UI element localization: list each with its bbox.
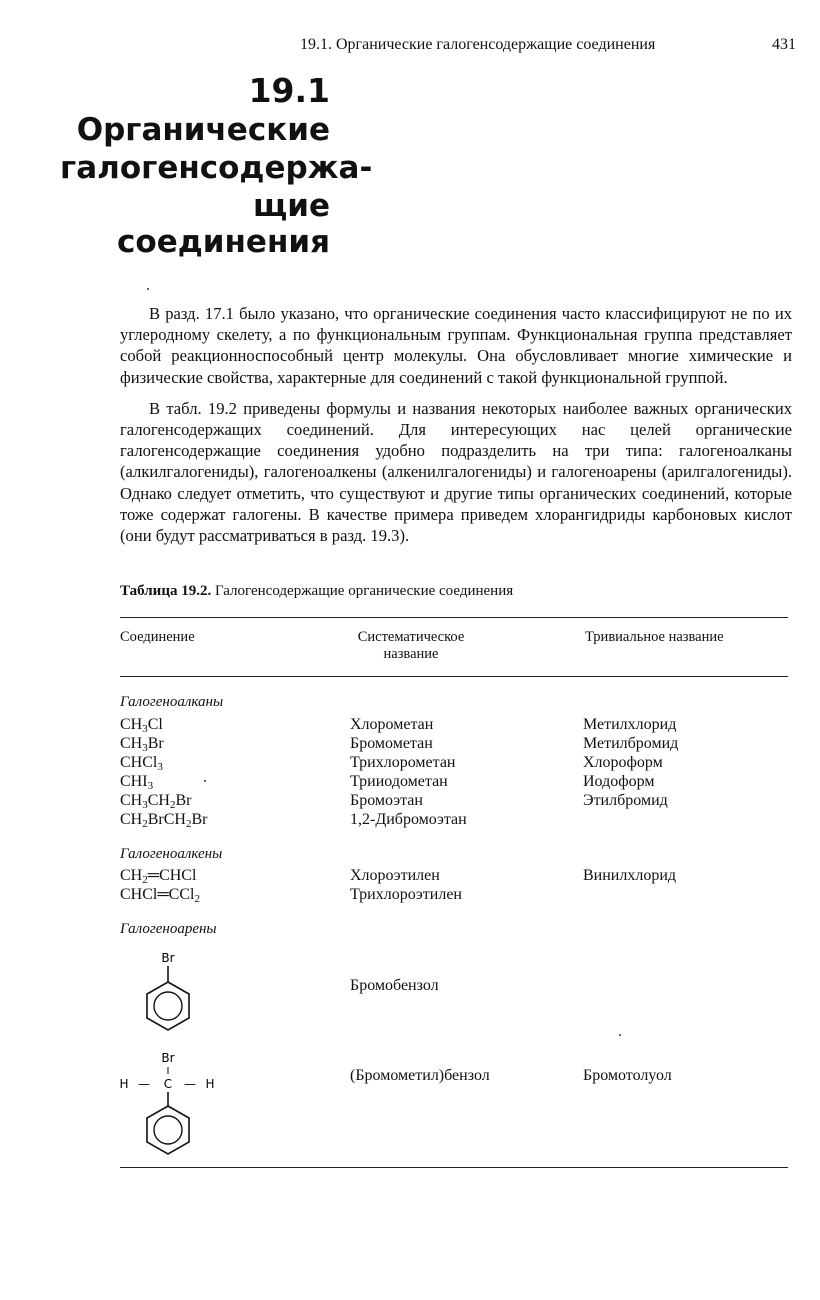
trivial-name: Винилхлорид [583, 867, 677, 884]
table-top-rule [120, 617, 788, 618]
formula-ch2brch2br: $CH_2BrCH_2Br$ [120, 811, 208, 830]
section-label-alkanes: Галогеноалканы [120, 694, 224, 710]
systematic-name: Хлороэтилен [350, 867, 440, 884]
table-caption-label: Таблица 19.2. [120, 583, 212, 599]
systematic-name: (Бромометил)бензол [350, 1067, 490, 1084]
systematic-name: Бромометан [350, 735, 433, 752]
header-trivial: Тривиальное название [585, 629, 724, 645]
bromobenzene-structure [112, 948, 212, 1043]
systematic-name: Хлорометан [350, 716, 434, 733]
print-speck [619, 1034, 621, 1036]
section-label-arenes: Галогеноарены [120, 921, 217, 937]
bromine-label: Br [161, 1051, 175, 1065]
chapter-title-line-2: галогенсодержа- [60, 150, 373, 186]
header-systematic-line-2: название [383, 646, 439, 662]
chapter-title-line-1: Органические [76, 112, 330, 148]
bromine-label: Br [161, 951, 175, 965]
chapter-number: 19.1 [248, 71, 330, 110]
trivial-name: Хлороформ [583, 754, 663, 771]
bromomethylbenzene-svg [112, 1050, 222, 1162]
formula-chcl3: CHCl$_3$ [120, 754, 163, 773]
formula-chclccl2: CHCl═CCl$_2$ [120, 886, 200, 905]
aromatic-circle [154, 1116, 182, 1144]
paragraph-1: В разд. 17.1 было указано, что органические соединения часто классифицируют не по их углеродному скелету, а по функциональным группам. Функциональная группа представляет собой реакционноспособный центр молекулы. Она обусловливает многие химические и физические свойства, характерные для соединений с такой функциональной группой. [120, 304, 792, 387]
header-compound: Соединение [120, 629, 195, 645]
running-head [300, 36, 796, 54]
carbon-label: C [163, 1077, 173, 1091]
chapter-title [60, 71, 373, 260]
aromatic-circle [154, 992, 182, 1020]
header-systematic-line-1: Систематическое [357, 629, 465, 645]
systematic-name: Трихлорометан [350, 754, 456, 771]
table-caption-text: Галогенсодержащие органические соединения [214, 583, 514, 599]
table-caption [120, 583, 792, 600]
trivial-name: Этилбромид [583, 792, 668, 809]
trivial-name: Метилбромид [583, 735, 679, 752]
formula-ch3ch2br: $CH_3CH_2Br$ [120, 792, 192, 811]
bond-left: — [138, 1077, 150, 1091]
formula-ch3cl: $CH_3Cl$ [120, 716, 163, 735]
table-bottom-rule [120, 1167, 788, 1168]
bond-right: — [184, 1077, 196, 1091]
formula-chi3: $CHI_3$ [120, 773, 154, 792]
hydrogen-right: H [205, 1077, 215, 1091]
chapter-title-line-3: щие соединения [117, 188, 330, 260]
running-head-title: 19.1. Органические галогенсодержащие соединения [300, 36, 656, 53]
formula-ch2chcl: $CH_2═CHCl$ [120, 867, 197, 886]
trivial-name: Бромотолуол [583, 1067, 672, 1084]
page-number: 431 [772, 36, 796, 53]
print-speck [204, 780, 206, 782]
paragraph-2: В табл. 19.2 приведены формулы и названия некоторых наиболее важных органических галогенсодержащих соединений. Для интересующих нас целей органические галогенсодержащие соединения удобно подразделить на три типа: галогеноалканы (алкилгалогениды), галогеноалкены (алкенилгалогениды) и галогеноарены (арилгалогениды). Однако следует отметить, что существуют и другие типы органических соединений, которые тоже содержат галогены. В качестве примера приведем хлорангидриды карбоновых кислот (они будут рассматриваться в разд. 19.3). [120, 398, 792, 546]
hydrogen-left: H [119, 1077, 129, 1091]
bromomethylbenzene-structure [112, 1050, 222, 1167]
header-rule [120, 676, 788, 677]
print-speck [147, 288, 149, 290]
section-label-alkenes: Галогеноалкены [120, 846, 223, 862]
formula-ch3br: $CH_3Br$ [120, 735, 164, 754]
systematic-name: Бромобензол [350, 977, 439, 994]
systematic-name: 1,2-Дибромоэтан [350, 811, 467, 828]
header-systematic [350, 629, 472, 663]
trivial-name: Иодоформ [583, 773, 655, 790]
c-br-bond: I [166, 1066, 170, 1077]
trivial-name: Метилхлорид [583, 716, 677, 733]
systematic-name: Трииодометан [350, 773, 448, 790]
bromobenzene-svg [112, 948, 212, 1038]
systematic-name: Бромоэтан [350, 792, 423, 809]
body-text [120, 303, 792, 546]
systematic-name: Трихлороэтилен [350, 886, 462, 903]
